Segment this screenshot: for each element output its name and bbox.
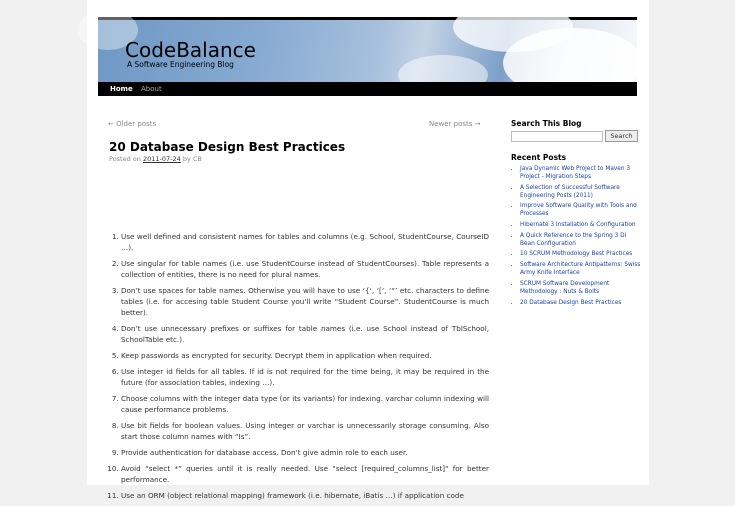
- post-date-link[interactable]: 2011-07-24: [142, 155, 181, 163]
- post-title[interactable]: 20 Database Design Best Practices: [109, 140, 346, 154]
- recent-post-link[interactable]: • Hibernate 3 Installation & Configuration: [520, 221, 642, 229]
- recent-post-link[interactable]: • A Selection of Successful Software Engineering Posts (2011): [520, 184, 642, 200]
- header-banner: [98, 17, 637, 85]
- list-item: 1. Use well defined and consistent names for tables and columns (e.g. School, StudentCourse, CourseID …).: [121, 231, 489, 253]
- newer-posts-link[interactable]: Newer posts →: [429, 120, 481, 128]
- main-nav: [98, 82, 637, 96]
- nav-home[interactable]: Home: [110, 85, 133, 93]
- recent-post-link[interactable]: • Java Dynamic Web Project to Maven 3 Project - Migration Steps: [520, 165, 642, 181]
- posted-on-label: Posted on: [109, 155, 141, 163]
- list-item: 3. Don’t use spaces for table names. Otherwise you will have to use ‘{‘, ‘[‘, ‘“’ etc. characters to define tables (i.e. for accesing table Student Course you'll write “Student Course”. StudentCourse is much better).: [121, 285, 489, 318]
- list-item: 10. Avoid “select *” queries until it is really needed. Use "select [required_columns_list]" for better performance.: [121, 463, 489, 485]
- recent-posts-title: Recent Posts: [511, 153, 567, 162]
- page-wrapper: [87, 0, 649, 500]
- list-item: 5. Keep passwords as encrypted for security. Decrypt them in application when required.: [121, 350, 489, 361]
- post-meta: [109, 155, 202, 163]
- recent-post-link[interactable]: • A Quick Reference to the Spring 3 DI Bean Configuration: [520, 232, 642, 248]
- recent-post-link[interactable]: • Improve Software Quality with Tools and Processes: [520, 202, 642, 218]
- search-button[interactable]: Search: [605, 130, 638, 142]
- best-practices-list: [109, 231, 489, 506]
- nav-about[interactable]: About: [141, 85, 162, 93]
- search-widget-title: Search This Blog: [511, 119, 582, 128]
- recent-posts-list: [511, 165, 642, 309]
- recent-post-link[interactable]: • 10 SCRUM Methodology Best Practices: [520, 250, 642, 258]
- list-item: 2. Use singular for table names (i.e. use StudentCourse instead of StudentCourses). Table represents a collection of entities, there is no need for plural names.: [121, 258, 489, 280]
- list-item: 8. Use bit fields for boolean values. Using integer or varchar is unnecessarily storage consuming. Also start those column names with “Is”.: [121, 420, 489, 442]
- older-posts-link[interactable]: ← Older posts: [108, 120, 157, 128]
- by-label: by: [182, 155, 191, 163]
- list-item: 11. Use an ORM (object relational mapping) framework (i.e. hibernate, iBatis …) if application code: [121, 490, 489, 501]
- recent-post-link[interactable]: • SCRUM Software Development Methodology : Nuts & Bolts: [520, 280, 642, 296]
- list-item: 7. Choose columns with the integer data type (or its variants) for indexing. varchar column indexing will cause performance problems.: [121, 393, 489, 415]
- post-author[interactable]: CB: [192, 155, 202, 163]
- list-item: 4. Don’t use unnecessary prefixes or suffixes for table names (i.e. use School instead of TblSchool, SchoolTable etc.).: [121, 323, 489, 345]
- recent-post-link[interactable]: • 20 Database Design Best Practices: [520, 299, 642, 307]
- list-item: 6. Use integer id fields for all tables. If id is not required for the time being, it may be required in the future (for association tables, indexing …).: [121, 366, 489, 388]
- list-item: 9. Provide authentication for database access. Don’t give admin role to each user.: [121, 447, 489, 458]
- site-description: A Software Engineering Blog: [127, 60, 234, 69]
- recent-post-link[interactable]: • Software Architecture Antipatterns: Swiss Army Knife Interface: [520, 261, 642, 277]
- search-input[interactable]: [511, 131, 603, 142]
- site-title[interactable]: CodeBalance: [125, 38, 256, 62]
